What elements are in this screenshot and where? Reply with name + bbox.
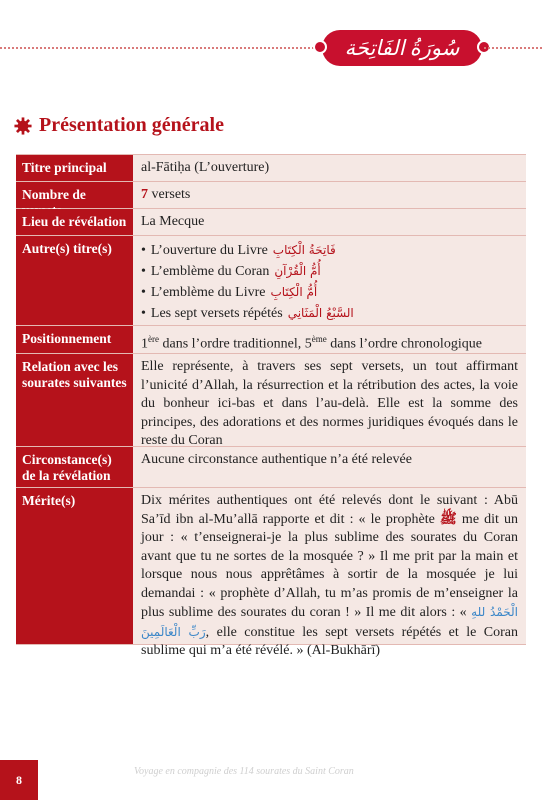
other-titles-list [141,240,518,324]
row-label: Nombre de [16,182,133,208]
row-label: Mérite(s) [16,488,133,644]
table-row [16,154,526,182]
row-label: Autre(s) titre(s) [16,236,133,325]
table-row [16,447,526,488]
table-row [16,209,526,236]
row-value: Dix mérites authentiques ont été relevés dont le suivant : Abū Sa’īd ibn al-Mu’allā rapporte et dit : « le prophète ﷺ me dit un jour : « t’enseignerai-je la plus sublime des sourates du Coran avant que tu ne sortes de la mosquée ? » Il me prit par la main et lorsque nous nous apprêtâmes à sortir de la mosquée je lui demandai : « prophète d’Allah, tu m’as promis de m’enseigner la plus sublime des sourates du coran ! » Il me dit alors : « الْحَمْدُ للهِ رَبِّ الْعَالَمِينَ, elle constitue les sept versets répétés et le Coran sublime qui m’a été révélé. » (Al-Bukhārī) [141,493,519,658]
surah-title: سُورَةُ الفَاتِحَة [344,35,460,60]
gear-icon [14,117,32,135]
header-ornament-right [484,47,542,49]
footer-text: Voyage en compagnie des 114 sourates du Saint Coran [134,766,354,777]
row-label: Lieu de révélation [16,209,133,235]
row-value: al-Fātiḥa (L’ouverture) [141,160,270,175]
verse-suffix: versets [148,187,191,202]
row-value [133,236,526,325]
surah-title-badge [322,30,482,66]
row-value: Elle représente, à travers ses sept versets, un tout affirmant l’unicité d’Allah, la résurrection et la rétribution des actes, la voie du bonheur ici-bas et dans l’au-delà. Elle est la somme des principes, des adorations et des normes juridiques évoqués dans le reste du Coran [141,359,518,448]
row-label: Positionnement [16,326,133,353]
row-value: 1ère dans l’ordre traditionnel, 5ème dans l’ordre chronologique [141,334,482,352]
row-label: Relation avec les sourates suivantes [16,354,133,446]
row-value: La Mecque [141,214,205,229]
list-item: • L’emblème du Coran أُمُّ الْقُرْآنِ [141,264,321,279]
table-row [16,354,526,447]
info-table [16,154,526,658]
row-value: Aucune circonstance authentique n’a été relevée [141,452,412,467]
page-number: 8 [0,760,38,800]
list-item: • Les sept versets répétés السَّبْعُ الْمَثَانِي [141,306,354,321]
row-value [133,182,526,208]
header-ornament-left [0,47,322,49]
row-label: Titre principal [16,155,133,181]
saw-glyph: ﷺ [439,511,457,527]
row-label: Circonstance(s) de la révélation [16,447,133,487]
section-heading [14,114,224,137]
section-title: Présentation générale [39,114,224,136]
arabic-quote: الْحَمْدُ للهِ رَبِّ الْعَالَمِينَ [141,605,518,639]
list-item: • L’emblème du Livre أُمُّ الْكِتَابِ [141,285,318,300]
table-row [16,326,526,354]
table-row [16,182,526,209]
verse-count: 7 [141,187,148,202]
table-row [16,488,526,658]
list-item: • L’ouverture du Livre فَاتِحَةُ الْكِتَابِ [141,243,336,258]
table-row [16,236,526,326]
